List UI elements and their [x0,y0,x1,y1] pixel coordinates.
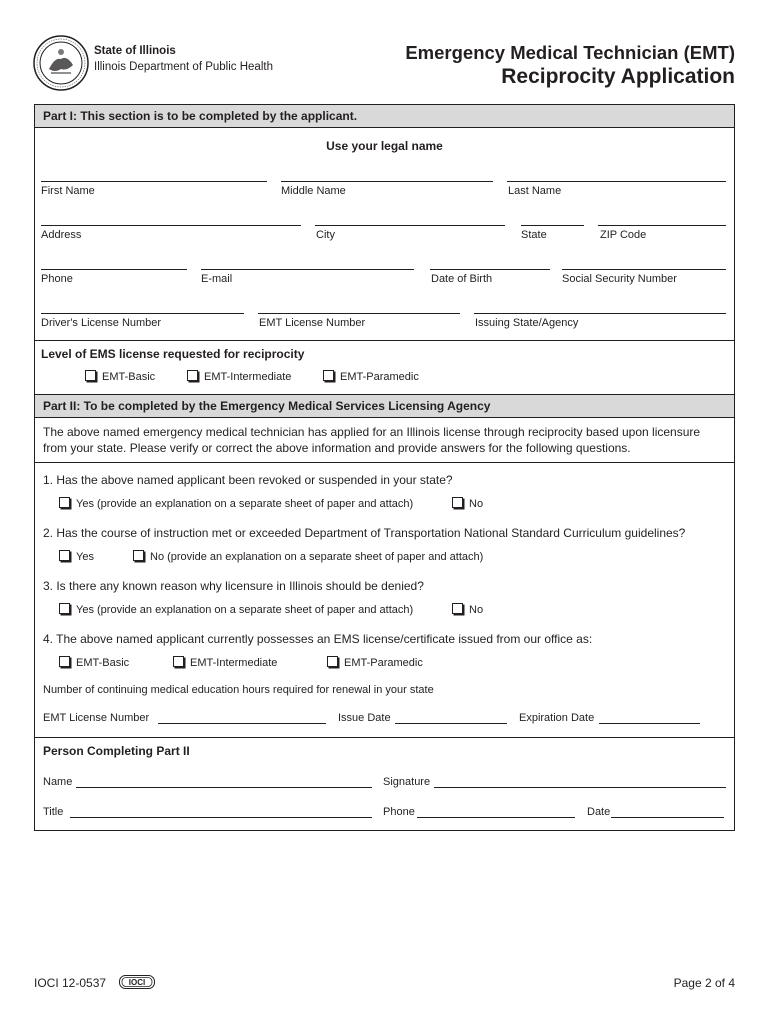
checkbox-icon[interactable] [59,656,70,667]
part2-emt-license-label: EMT License Number [43,712,150,724]
checkbox-icon[interactable] [59,603,70,614]
issue-date-field[interactable] [395,723,507,724]
zip-label: ZIP Code [600,229,647,241]
page-number: Page 2 of 4 [673,976,735,990]
illinois-state-seal-icon [33,35,89,91]
checkbox-icon[interactable] [327,656,338,667]
q1-no-option[interactable]: No [452,497,483,510]
checkbox-icon[interactable] [59,497,70,508]
email-field[interactable] [201,269,414,270]
divider [35,340,734,341]
ssn-field[interactable] [562,269,726,270]
phone-label: Phone [41,273,73,285]
state-field[interactable] [521,225,584,226]
part2-heading: Part II: To be completed by the Emergency Medical Services Licensing Agency [35,394,734,418]
checkbox-icon[interactable] [133,550,144,561]
expiration-date-field[interactable] [599,723,700,724]
emt-license-field[interactable] [258,313,460,314]
application-form [34,104,735,831]
city-label: City [316,229,335,241]
ssn-label: Social Security Number [562,273,677,285]
expiration-date-label: Expiration Date [519,712,595,724]
issuing-state-label: Issuing State/Agency [475,317,579,329]
divider [35,462,734,463]
level-option-emt-basic[interactable]: EMT-Basic [85,370,155,383]
person-completing-heading: Person Completing Part II [43,744,190,758]
issuing-state-field[interactable] [474,313,726,314]
checkbox-icon[interactable] [187,370,198,381]
name-label: Name [43,776,73,788]
phone-field-part2[interactable] [417,817,575,818]
level-heading: Level of EMS license requested for reciprocity [41,347,305,361]
divider [35,737,734,738]
part2-emt-license-field[interactable] [158,723,326,724]
q2-no-option[interactable]: No (provide an explanation on a separate sheet of paper and attach) [133,550,483,563]
email-label: E-mail [201,273,233,285]
q2-yes-option[interactable]: Yes [59,550,94,563]
ceu-note: Number of continuing medical education hours required for renewal in your state [43,684,434,696]
address-field[interactable] [41,225,301,226]
question-4: 4. The above named applicant currently possesses an EMS license/certificate issued from our office as: [43,632,593,646]
dob-label: Date of Birth [431,273,493,285]
department-name: Illinois Department of Public Health [94,61,273,73]
part1-heading: Part I: This section is to be completed by the applicant. [35,105,734,128]
checkbox-icon[interactable] [323,370,334,381]
emt-license-label: EMT License Number [259,317,366,329]
title-label: Title [43,806,64,818]
last-name-field[interactable] [507,181,726,182]
phone-field[interactable] [41,269,187,270]
drivers-license-label: Driver's License Number [41,317,162,329]
question-2: 2. Has the course of instruction met or exceeded Department of Transportation National Standard Curriculum guidelines? [43,526,686,540]
address-label: Address [41,229,82,241]
dob-field[interactable] [430,269,550,270]
issue-date-label: Issue Date [338,712,391,724]
first-name-field[interactable] [41,181,267,182]
signature-label: Signature [383,776,431,788]
q3-no-option[interactable]: No [452,603,483,616]
checkbox-icon[interactable] [452,497,463,508]
svg-text:IOCI: IOCI [128,978,146,987]
checkbox-icon[interactable] [59,550,70,561]
form-subtitle: Reciprocity Application [501,65,735,88]
checkbox-icon[interactable] [173,656,184,667]
ioci-logo-icon [119,975,155,989]
q3-yes-option[interactable]: Yes (provide an explanation on a separate sheet of paper and attach) [59,603,413,616]
middle-name-field[interactable] [281,181,493,182]
form-title: Emergency Medical Technician (EMT) [405,42,735,63]
q1-yes-option[interactable]: Yes (provide an explanation on a separate sheet of paper and attach) [59,497,413,510]
q4-option-emt-basic[interactable]: EMT-Basic [59,656,129,669]
q4-option-emt-paramedic[interactable]: EMT-Paramedic [327,656,423,669]
checkbox-icon[interactable] [85,370,96,381]
phone-label-part2: Phone [383,806,415,818]
name-field[interactable] [76,787,372,788]
q4-option-emt-intermediate[interactable]: EMT-Intermediate [173,656,277,669]
date-field[interactable] [611,817,724,818]
title-field[interactable] [70,817,372,818]
date-label: Date [587,806,611,818]
question-1: 1. Has the above named applicant been revoked or suspended in your state? [43,473,453,487]
form-number: IOCI 12-0537 [34,976,107,990]
state-label: State [521,229,547,241]
part2-intro: The above named emergency medical technician has applied for an Illinois license through reciprocity based upon licensure from your state. Please verify or correct the above information and provide answers for the following questions. [43,425,701,455]
last-name-label: Last Name [508,185,562,197]
first-name-label: First Name [41,185,95,197]
zip-field[interactable] [598,225,726,226]
level-option-emt-intermediate[interactable]: EMT-Intermediate [187,370,291,383]
level-option-emt-paramedic[interactable]: EMT-Paramedic [323,370,419,383]
legal-name-note: Use your legal name [326,139,443,153]
question-3: 3. Is there any known reason why licensure in Illinois should be denied? [43,579,424,593]
city-field[interactable] [315,225,505,226]
middle-name-label: Middle Name [281,185,346,197]
drivers-license-field[interactable] [41,313,244,314]
state-name: State of Illinois [94,45,176,57]
checkbox-icon[interactable] [452,603,463,614]
signature-field[interactable] [434,787,726,788]
